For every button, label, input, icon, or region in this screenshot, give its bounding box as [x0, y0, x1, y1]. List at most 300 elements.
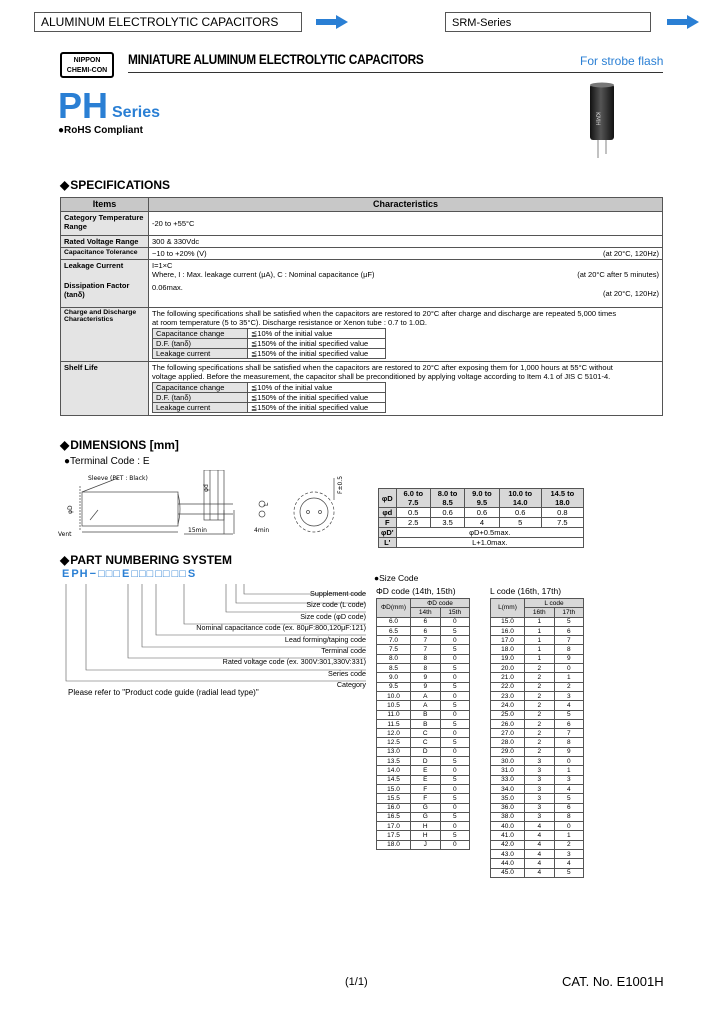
- l-code-row: [491, 831, 584, 840]
- spec-subrow-label: Capacitance change: [153, 329, 248, 339]
- size-mm: 26.0: [491, 719, 525, 728]
- spec-subrow-value: ≦10% of the initial value: [248, 383, 386, 393]
- size-mm: 16.5: [377, 812, 411, 821]
- d-code-row: [377, 831, 470, 840]
- size-code-digit: 5: [440, 626, 470, 635]
- size-code-digit: 9: [411, 682, 441, 691]
- title-divider: [128, 72, 663, 73]
- l-code-row: [491, 738, 584, 747]
- size-mm: 45.0: [491, 868, 525, 877]
- spec-subrow: [153, 383, 386, 393]
- size-code-digit: 7: [554, 636, 584, 645]
- spec-subrow: [153, 329, 386, 339]
- leakage-value: I=1×C: [152, 261, 173, 270]
- l-head-16: 16th: [525, 608, 555, 617]
- size-code-digit: 2: [554, 840, 584, 849]
- leakage-where-line: [152, 270, 659, 279]
- size-code-digit: 2: [525, 729, 555, 738]
- size-code-digit: 1: [554, 831, 584, 840]
- d-code-row: [377, 812, 470, 821]
- shelf-text2: voltage applied. Before the measurement, the capacitor shall be preconditioned by applying voltage according to Item 4.1 of JIS C 5101-4.: [152, 372, 611, 381]
- size-code-digit: 0: [440, 673, 470, 682]
- dimension-drawing: [58, 470, 358, 540]
- size-code-digit: 5: [440, 738, 470, 747]
- size-code-digit: E: [411, 775, 441, 784]
- page-number: (1/1): [345, 976, 368, 988]
- l-code-row: [491, 654, 584, 663]
- size-code-digit: 2: [554, 682, 584, 691]
- size-mm: 43.0: [491, 850, 525, 859]
- size-mm: 9.0: [377, 673, 411, 682]
- part-code-label: Category: [336, 680, 366, 690]
- leakage-df-cell: [149, 260, 663, 308]
- size-mm: 25.0: [491, 710, 525, 719]
- d-code-row: [377, 794, 470, 803]
- l-code-row: [491, 757, 584, 766]
- size-code-digit: 0: [554, 757, 584, 766]
- size-mm: 17.0: [491, 636, 525, 645]
- dim-f-cell: 2.5: [396, 518, 430, 528]
- leakage-df-label: [61, 260, 149, 308]
- size-code-digit: 0: [440, 636, 470, 645]
- l-code-row: [491, 766, 584, 775]
- size-code-digit: 0: [440, 617, 470, 626]
- d-code-row: [377, 822, 470, 831]
- size-mm: 11.0: [377, 710, 411, 719]
- size-mm: 15.0: [377, 784, 411, 793]
- size-code-digit: 5: [440, 831, 470, 840]
- spec-subrow-label: Leakage current: [153, 349, 248, 359]
- size-code-digit: G: [411, 803, 441, 812]
- size-code-digit: 8: [554, 738, 584, 747]
- size-code-digit: H: [411, 822, 441, 831]
- part-code-label: Rated voltage code (ex. 300V:301,330V:331): [222, 657, 366, 667]
- f-label: F±0.5: [337, 475, 344, 494]
- size-code-digit: 5: [554, 868, 584, 877]
- size-mm: 24.0: [491, 701, 525, 710]
- size-code-digit: 5: [440, 757, 470, 766]
- l-code-row: [491, 784, 584, 793]
- part-number-code: [62, 568, 197, 580]
- part-code-char: E: [62, 568, 71, 580]
- voltage-value: 300 & 330Vdc: [149, 236, 663, 248]
- charge-label: Charge and Discharge Characteristics: [61, 308, 149, 362]
- arrow-right-icon: [316, 15, 348, 29]
- dim-head-range: 10.0 to 14.0: [499, 489, 541, 508]
- series-name: PH: [58, 85, 109, 126]
- size-code-heading: [374, 573, 418, 583]
- dim-f-cell: 3.5: [430, 518, 464, 528]
- size-code-digit: B: [411, 719, 441, 728]
- leakage-label: Leakage Current: [64, 261, 124, 270]
- size-code-digit: 1: [525, 626, 555, 635]
- l-head-mm: L(mm): [491, 599, 525, 618]
- terminal-code: [64, 456, 150, 467]
- dim-lp-label: L': [379, 538, 397, 548]
- l-head-17: 17th: [554, 608, 584, 617]
- size-mm: 22.0: [491, 682, 525, 691]
- size-code-digit: 8: [554, 645, 584, 654]
- size-code-digit: 3: [525, 812, 555, 821]
- capacitor-photo: [586, 82, 618, 160]
- size-code-digit: D: [411, 747, 441, 756]
- size-mm: 31.0: [491, 766, 525, 775]
- l-code-row: [491, 775, 584, 784]
- header-right-label: SRM-Series: [452, 17, 512, 29]
- dim-head-range: 9.0 to 9.5: [465, 489, 499, 508]
- dim-4-label: 4min: [254, 527, 270, 534]
- size-code-digit: 6: [411, 617, 441, 626]
- tolerance-note: (at 20°C, 120Hz): [603, 249, 659, 258]
- l-code-row: [491, 682, 584, 691]
- d-code-row: [377, 636, 470, 645]
- phi-small-d-label: φd: [203, 484, 210, 492]
- part-code-char: E: [122, 568, 131, 580]
- size-code-digit: 0: [554, 822, 584, 831]
- size-mm: 11.5: [377, 719, 411, 728]
- size-code-digit: 2: [525, 664, 555, 673]
- size-code-digit: C: [411, 729, 441, 738]
- l-code-table: [490, 598, 584, 878]
- dimension-table: [378, 488, 584, 548]
- size-mm: 27.0: [491, 729, 525, 738]
- size-mm: 34.0: [491, 784, 525, 793]
- spec-subrow-value: ≦150% of the initial specified value: [248, 393, 386, 403]
- spec-subrow: [153, 403, 386, 413]
- size-mm: 19.0: [491, 654, 525, 663]
- part-code-char: □□: [155, 568, 171, 580]
- d-code-row: [377, 626, 470, 635]
- size-code-digit: 3: [525, 757, 555, 766]
- size-code-digit: 0: [440, 784, 470, 793]
- part-code-char: □□□: [98, 568, 121, 580]
- size-code-digit: 4: [525, 822, 555, 831]
- size-code-digit: 2: [525, 719, 555, 728]
- temp-value: -20 to +55°C: [149, 212, 663, 236]
- voltage-label: Rated Voltage Range: [61, 236, 149, 248]
- d-head-14: 14th: [411, 608, 441, 617]
- application-label: For strobe flash: [580, 54, 664, 68]
- l-code-row: [491, 822, 584, 831]
- col-items: Items: [61, 198, 149, 212]
- size-code-digit: 5: [440, 812, 470, 821]
- size-code-digit: 2: [525, 747, 555, 756]
- size-code-digit: 1: [525, 617, 555, 626]
- size-mm: 23.0: [491, 691, 525, 700]
- tolerance-label: Capacitance Tolerance: [61, 248, 149, 260]
- specifications-heading: ◆ SPECIFICATIONS: [60, 178, 170, 192]
- size-mm: 15.0: [491, 617, 525, 626]
- dim-d-cell: 0.6: [499, 508, 541, 518]
- size-code-digit: 0: [440, 729, 470, 738]
- charge-cell: [149, 308, 663, 362]
- dim-d-cell: 0.6: [430, 508, 464, 518]
- size-code-digit: 3: [525, 766, 555, 775]
- df-label: Dissipation Factor (tanδ): [64, 281, 130, 299]
- size-mm: 12.5: [377, 738, 411, 747]
- size-mm: 16.0: [377, 803, 411, 812]
- bullet-icon: ●: [374, 573, 380, 583]
- size-mm: 7.5: [377, 645, 411, 654]
- phi-d-label: φD: [67, 505, 74, 514]
- d-code-row: [377, 617, 470, 626]
- d-code-row: [377, 738, 470, 747]
- size-code-digit: 3: [554, 691, 584, 700]
- spec-subrow-label: D.F. (tanδ): [153, 339, 248, 349]
- dim-head-range: 14.5 to 18.0: [541, 489, 583, 508]
- size-code-digit: 5: [440, 664, 470, 673]
- dim-f-cell: 4: [465, 518, 499, 528]
- d-code-table: [376, 598, 470, 850]
- d-code-row: [377, 719, 470, 728]
- tolerance-cell: [149, 248, 663, 260]
- d-code-title: ΦD code (14th, 15th): [376, 586, 456, 596]
- size-code-digit: 1: [525, 654, 555, 663]
- size-mm: 13.0: [377, 747, 411, 756]
- size-code-digit: 7: [411, 645, 441, 654]
- charge-text2: at room temperature (5 to 35°C). Discharge resistance or Xenon tube : 0.7 to 1.0Ω.: [152, 318, 427, 327]
- d-code-row: [377, 803, 470, 812]
- d-code-row: [377, 673, 470, 682]
- size-code-digit: C: [411, 738, 441, 747]
- rohs-label: [58, 125, 143, 136]
- l-code-row: [491, 617, 584, 626]
- spec-subrow-label: Leakage current: [153, 403, 248, 413]
- l-code-row: [491, 636, 584, 645]
- d-code-row: [377, 775, 470, 784]
- part-code-label: Series code: [328, 668, 366, 678]
- d-head-mm: ΦD(mm): [377, 599, 411, 618]
- l-code-row: [491, 803, 584, 812]
- spec-subrow: [153, 393, 386, 403]
- size-code-digit: 4: [525, 868, 555, 877]
- size-code-digit: D: [411, 757, 441, 766]
- size-code-title: Size Code: [379, 573, 419, 583]
- dim-d-cell: 0.8: [541, 508, 583, 518]
- size-code-digit: 6: [554, 626, 584, 635]
- col-characteristics: Characteristics: [149, 198, 663, 212]
- d-code-row: [377, 729, 470, 738]
- size-code-digit: 4: [525, 831, 555, 840]
- terminal-code-text: Terminal Code : E: [70, 456, 150, 467]
- size-code-digit: 1: [554, 673, 584, 682]
- bullet-icon: ●: [58, 125, 65, 136]
- charge-text1: The following specifications shall be satisfied when the capacitors are restored to 20°C after charge and discharge are repeated 5,000 times: [152, 309, 617, 318]
- size-code-digit: 5: [440, 682, 470, 691]
- size-code-digit: 5: [554, 794, 584, 803]
- main-title: MINIATURE ALUMINUM ELECTROLYTIC CAPACITORS: [128, 52, 424, 67]
- logo-line2: CHEMI-CON: [66, 67, 108, 74]
- size-mm: 29.0: [491, 747, 525, 756]
- l-label: L: [263, 502, 270, 506]
- dim-f-cell: F: [379, 518, 397, 528]
- size-code-digit: 4: [554, 701, 584, 710]
- size-code-digit: 9: [554, 654, 584, 663]
- l-head-code: L code: [525, 599, 584, 608]
- l-code-row: [491, 812, 584, 821]
- size-code-digit: 2: [525, 701, 555, 710]
- size-code-digit: 3: [525, 784, 555, 793]
- size-code-digit: 1: [525, 636, 555, 645]
- capacitor-marking: KMH: [594, 112, 601, 126]
- dim-head-label: φD: [379, 489, 397, 508]
- spec-subrow: [153, 349, 386, 359]
- size-code-digit: 0: [554, 664, 584, 673]
- size-code-digit: 5: [440, 775, 470, 784]
- size-code-digit: 2: [525, 710, 555, 719]
- nippon-chemicon-logo: [60, 52, 114, 78]
- size-code-digit: 5: [554, 617, 584, 626]
- size-code-digit: 0: [440, 822, 470, 831]
- size-code-digit: 3: [554, 850, 584, 859]
- size-code-digit: 5: [440, 794, 470, 803]
- size-code-digit: J: [411, 840, 441, 849]
- bullet-icon: ●: [64, 456, 71, 467]
- d-code-row: [377, 701, 470, 710]
- size-mm: 28.0: [491, 738, 525, 747]
- vent-label: Vent: [58, 531, 72, 538]
- size-mm: 6.0: [377, 617, 411, 626]
- spec-subrow: [153, 339, 386, 349]
- size-code-digit: 2: [525, 682, 555, 691]
- part-code-char: □□: [171, 568, 187, 580]
- part-code-label: Terminal code: [321, 645, 366, 655]
- l-code-row: [491, 691, 584, 700]
- size-mm: 18.0: [377, 840, 411, 849]
- l-code-row: [491, 747, 584, 756]
- size-code-digit: 6: [554, 719, 584, 728]
- size-mm: 7.0: [377, 636, 411, 645]
- dimensions-heading: ◆ DIMENSIONS [mm]: [60, 438, 179, 452]
- size-mm: 10.0: [377, 691, 411, 700]
- size-mm: 17.5: [377, 831, 411, 840]
- tolerance-value: −10 to +20% (V): [152, 249, 207, 258]
- size-code-digit: 8: [554, 812, 584, 821]
- size-code-digit: 4: [554, 784, 584, 793]
- part-labels-block: [60, 588, 366, 691]
- size-mm: 15.5: [377, 794, 411, 803]
- dim-d-cell: φd: [379, 508, 397, 518]
- df-line: [152, 283, 659, 298]
- spec-subrow-value: ≦150% of the initial specified value: [248, 349, 386, 359]
- size-mm: 21.0: [491, 673, 525, 682]
- part-code-label: Supplement code: [310, 589, 366, 598]
- size-mm: 20.0: [491, 664, 525, 673]
- d-code-row: [377, 757, 470, 766]
- dim-head-range: 6.0 to 7.5: [396, 489, 430, 508]
- l-code-row: [491, 673, 584, 682]
- d-code-row: [377, 710, 470, 719]
- size-mm: 36.0: [491, 803, 525, 812]
- size-mm: 44.0: [491, 859, 525, 868]
- size-mm: 14.0: [377, 766, 411, 775]
- size-mm: 16.0: [491, 626, 525, 635]
- size-code-digit: 9: [411, 673, 441, 682]
- size-mm: 17.0: [377, 822, 411, 831]
- l-code-row: [491, 729, 584, 738]
- size-mm: 38.0: [491, 812, 525, 821]
- size-code-digit: 3: [525, 803, 555, 812]
- dim-lp-value: L+1.0max.: [396, 538, 583, 548]
- size-mm: 18.0: [491, 645, 525, 654]
- size-mm: 30.0: [491, 757, 525, 766]
- d-code-row: [377, 654, 470, 663]
- l-code-row: [491, 850, 584, 859]
- dim-d-cell: 0.6: [465, 508, 499, 518]
- size-code-digit: G: [411, 812, 441, 821]
- d-code-row: [377, 766, 470, 775]
- size-code-digit: 4: [525, 850, 555, 859]
- size-code-digit: 0: [440, 766, 470, 775]
- l-code-row: [491, 664, 584, 673]
- size-code-digit: 1: [554, 766, 584, 775]
- spec-subrow-value: ≦150% of the initial specified value: [248, 339, 386, 349]
- size-code-digit: 1: [525, 645, 555, 654]
- d-code-row: [377, 784, 470, 793]
- dim-15-label: 15min: [188, 527, 207, 534]
- charge-subtable: [152, 328, 386, 359]
- shelf-text1: The following specifications shall be satisfied when the capacitors are restored to 20°C after exposing them for 1,000 hours at 55°C without: [152, 363, 613, 372]
- size-code-digit: 6: [554, 803, 584, 812]
- d-code-row: [377, 747, 470, 756]
- part-code-char: −: [89, 568, 98, 580]
- dim-f-cell: 5: [499, 518, 541, 528]
- l-code-row: [491, 710, 584, 719]
- part-code-label: Nominal capacitance code (ex. 80μF:800,120μF:121): [196, 623, 366, 633]
- size-code-digit: A: [411, 701, 441, 710]
- dim-dp-value: φD+0.5max.: [396, 528, 583, 538]
- leakage-note: (at 20°C after 5 minutes): [577, 270, 659, 279]
- size-code-digit: 6: [411, 626, 441, 635]
- l-code-row: [491, 868, 584, 877]
- l-code-row: [491, 840, 584, 849]
- spec-subrow-value: ≦10% of the initial value: [248, 329, 386, 339]
- size-code-digit: A: [411, 691, 441, 700]
- l-code-row: [491, 626, 584, 635]
- size-mm: 42.0: [491, 840, 525, 849]
- part-code-label: Size code (φD code): [300, 611, 366, 621]
- arrow-right-icon: [667, 15, 699, 29]
- l-code-row: [491, 794, 584, 803]
- size-code-digit: 5: [440, 719, 470, 728]
- df-note: (at 20°C, 120Hz): [603, 289, 659, 298]
- size-code-digit: 8: [411, 664, 441, 673]
- l-code-row: [491, 719, 584, 728]
- product-code-note: Please refer to "Product code guide (radial lead type)": [68, 688, 259, 697]
- size-code-digit: 5: [554, 710, 584, 719]
- size-code-digit: E: [411, 766, 441, 775]
- size-code-digit: 5: [440, 645, 470, 654]
- d-head-15: 15th: [440, 608, 470, 617]
- size-mm: 10.5: [377, 701, 411, 710]
- size-code-digit: F: [411, 794, 441, 803]
- part-code-char: □□□: [131, 568, 155, 580]
- temp-label: Category Temperature Range: [61, 212, 149, 236]
- size-code-digit: 7: [554, 729, 584, 738]
- size-code-digit: 2: [525, 738, 555, 747]
- header-right-box: [445, 12, 651, 32]
- part-code-label: Size code (L code): [306, 600, 366, 610]
- leakage-where: Where, I : Max. leakage current (μA), C : Nominal capacitance (μF): [152, 270, 375, 279]
- dim-f-cell: 7.5: [541, 518, 583, 528]
- size-mm: 35.0: [491, 794, 525, 803]
- part-code-char: PH: [71, 568, 89, 580]
- dim-head-range: 8.0 to 8.5: [430, 489, 464, 508]
- d-code-row: [377, 682, 470, 691]
- size-code-digit: 0: [440, 840, 470, 849]
- logo-line1: NIPPON: [73, 57, 101, 64]
- dim-dp-label: φD': [379, 528, 397, 538]
